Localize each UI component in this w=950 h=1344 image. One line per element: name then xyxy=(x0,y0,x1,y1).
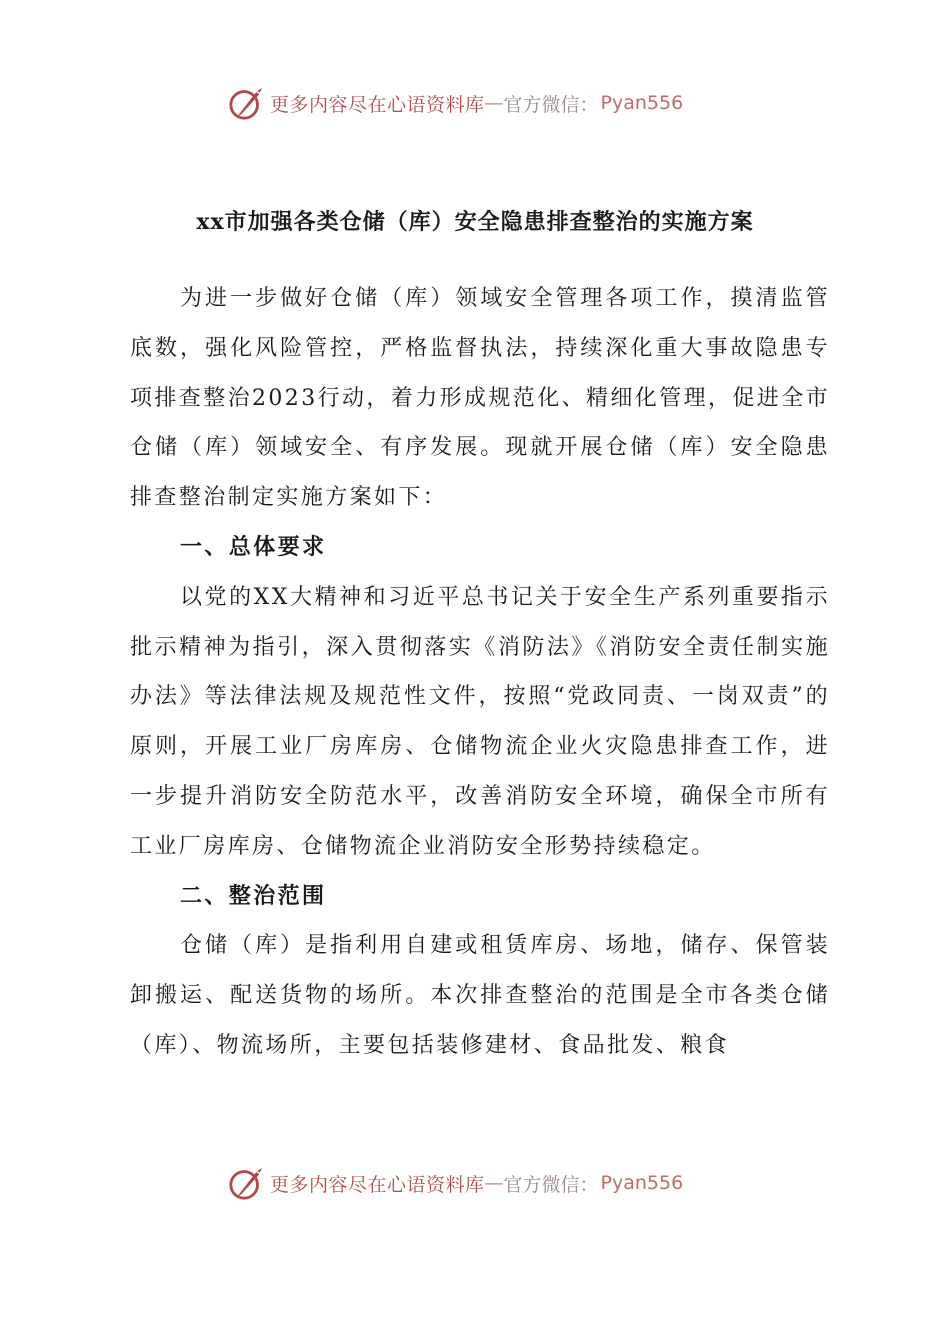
watermark-banner-top xyxy=(228,83,683,123)
quill-pen-logo-icon xyxy=(228,84,266,122)
watermark-wechat-id: Pyan556 xyxy=(600,1172,684,1194)
intro-paragraph: 为进一步做好仓储（库）领域安全管理各项工作，摸清监管底数，强化风险管控，严格监督执法，持续深化重大事故隐患专项排查整治2023行动，着力形成规范化、精细化管理，促进全市仓储（库）领域安全、有序发展。现就开展仓储（库）安全隐患排查整治制定实施方案如下： xyxy=(130,286,830,511)
watermark-contact-label: 官方微信： xyxy=(503,93,599,116)
watermark-contact-label: 官方微信： xyxy=(503,1173,599,1196)
section-heading-general-requirements: 一、总体要求 xyxy=(180,533,327,560)
watermark-separator: — xyxy=(484,1172,504,1194)
section-paragraph-scope: 仓储（库）是指利用自建或租赁库房、场地，储存、保管装卸搬运、配送货物的场所。本次排查整治的范围是全市各类仓储（库）、物流场所，主要包括装修建材、食品批发、粮食 xyxy=(130,933,830,1058)
watermark-separator: — xyxy=(484,92,504,114)
document-title: xx市加强各类仓储（库）安全隐患排查整治的实施方案 xyxy=(196,209,754,235)
watermark-brand-text: 更多内容尽在心语资料库 xyxy=(270,93,485,116)
quill-pen-logo-icon xyxy=(228,1164,266,1202)
section-heading-scope: 二、整治范围 xyxy=(180,882,327,909)
watermark-wechat-id: Pyan556 xyxy=(600,92,684,114)
document-body xyxy=(130,274,830,1071)
watermark-brand-text: 更多内容尽在心语资料库 xyxy=(270,1173,485,1196)
section-paragraph-general-requirements: 以党的XX大精神和习近平总书记关于安全生产系列重要指示批示精神为指引，深入贯彻落实《消防法》《消防安全责任制实施办法》等法律法规及规范性文件，按照“党政同责、一岗双责”的原则，开展工业厂房库房、仓储物流企业火灾隐患排查工作，进一步提升消防安全防范水平，改善消防安全环境，确保全市所有工业厂房库房、仓储物流企业消防安全形势持续稳定。 xyxy=(130,584,830,859)
watermark-banner-bottom xyxy=(228,1163,683,1203)
